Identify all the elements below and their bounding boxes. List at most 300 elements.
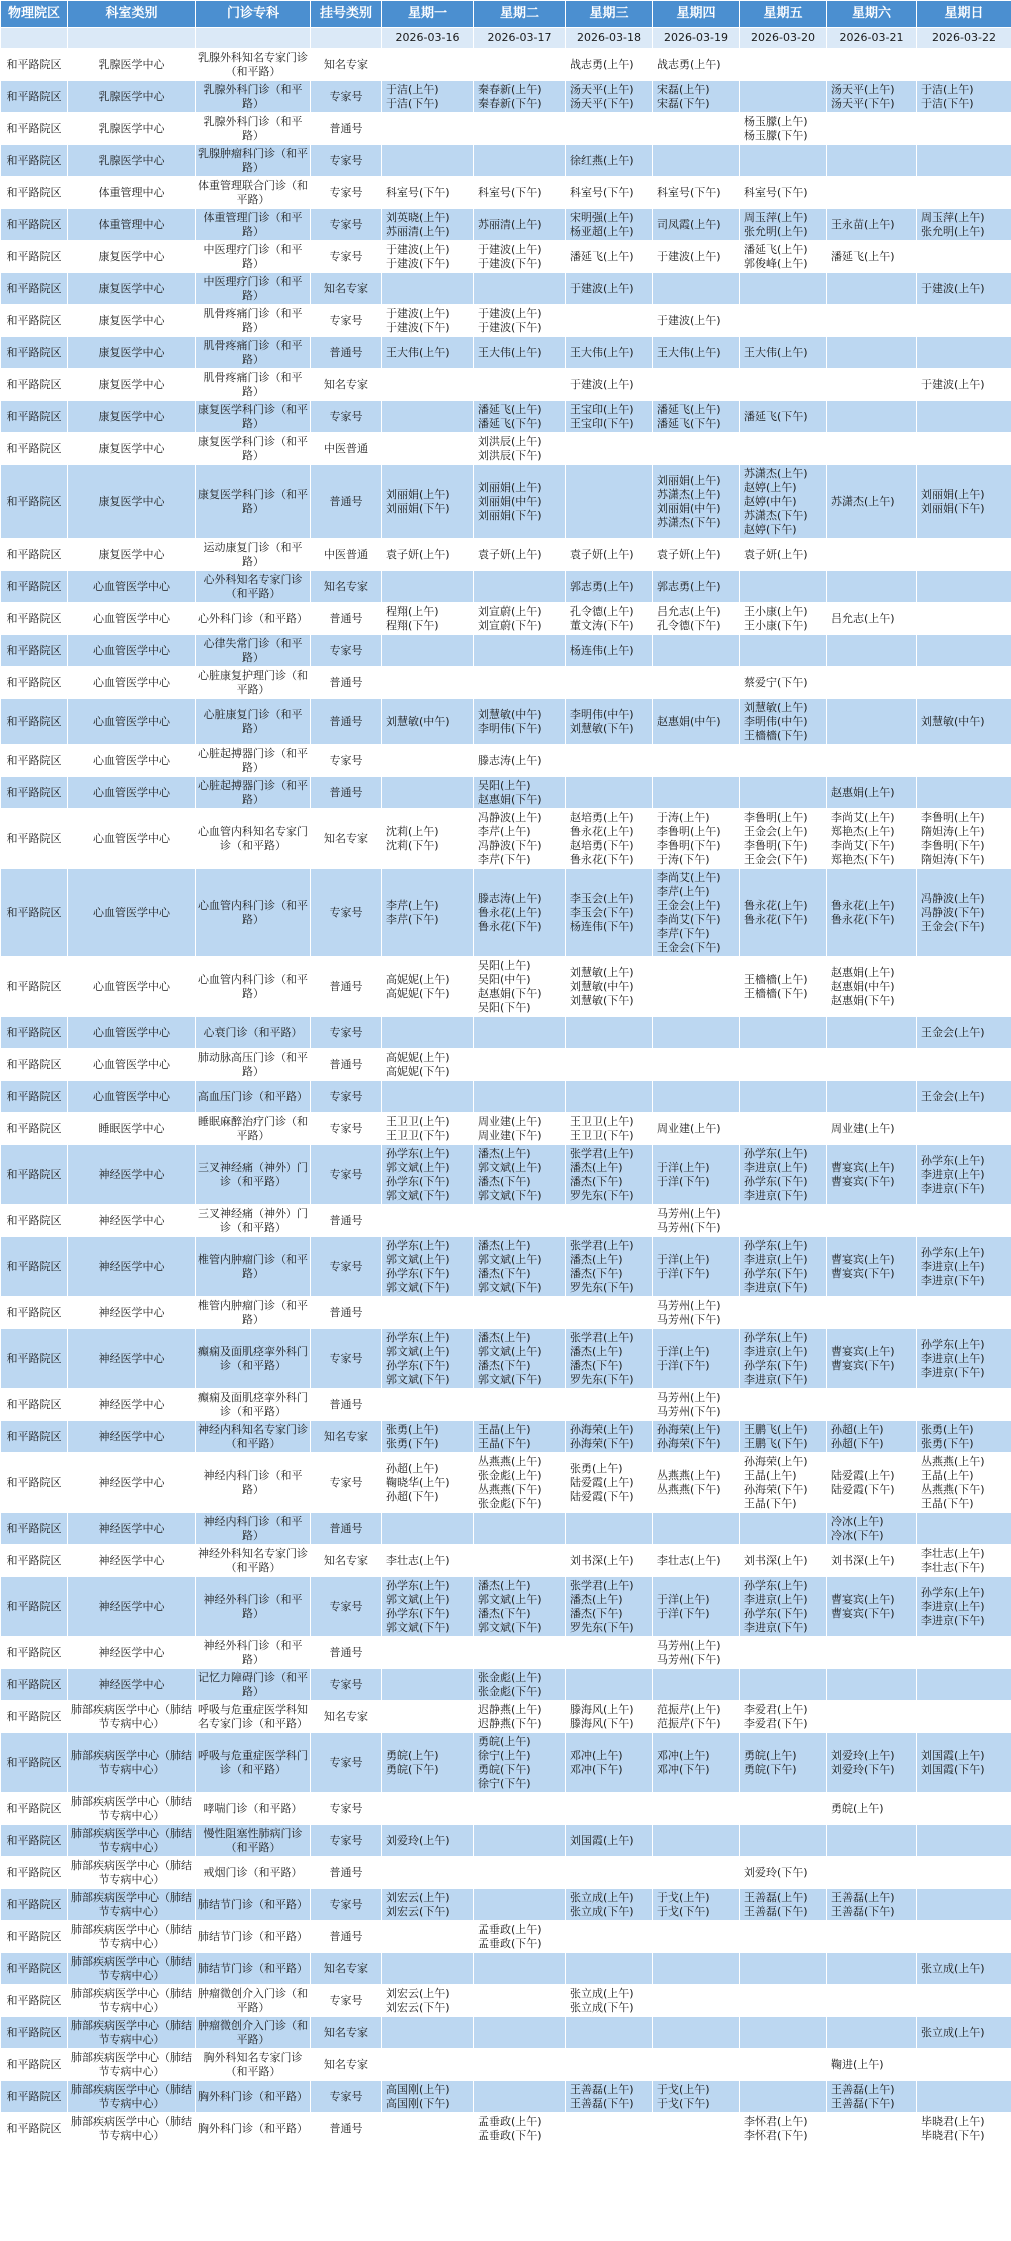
dept-cell: 心血管医学中心: [68, 1081, 196, 1113]
campus-cell: 和平路院区: [1, 1953, 68, 1985]
clinic-cell: 心脏起搏器门诊（和平路）: [196, 777, 311, 809]
reg-type-cell: 普通号: [311, 2113, 382, 2145]
reg-type-cell: 专家号: [311, 1793, 382, 1825]
clinic-cell: 肿瘤微创介入门诊（和平路）: [196, 1985, 311, 2017]
table-row: [1, 1701, 1011, 1733]
campus-cell: 和平路院区: [1, 603, 68, 635]
campus-cell: 和平路院区: [1, 2113, 68, 2145]
schedule-cell: [566, 2017, 653, 2049]
schedule-cell: [653, 635, 740, 667]
schedule-cell: [917, 177, 1011, 209]
schedule-cell: [653, 145, 740, 177]
table-row: [1, 1113, 1011, 1145]
dept-cell: 康复医学中心: [68, 539, 196, 571]
schedule-cell: [827, 1049, 917, 1081]
schedule-cell: 孙超(上午) 孙超(下午): [827, 1421, 917, 1453]
schedule-cell: 李芹(上午) 李芹(下午): [382, 869, 474, 957]
reg-type-cell: 专家号: [311, 145, 382, 177]
schedule-cell: [917, 1113, 1011, 1145]
schedule-cell: 孙学东(上午) 李进京(上午) 孙学东(下午) 李进京(下午): [740, 1329, 827, 1389]
schedule-cell: 王善磊(上午) 王善磊(下午): [740, 1889, 827, 1921]
schedule-cell: 杨连伟(上午): [566, 635, 653, 667]
schedule-cell: 袁子妍(上午): [740, 539, 827, 571]
clinic-cell: 体重管理联合门诊（和平路）: [196, 177, 311, 209]
schedule-cell: [566, 1049, 653, 1081]
schedule-cell: 丛燕燕(上午) 王晶(上午) 丛燕燕(下午) 王晶(下午): [917, 1453, 1011, 1513]
reg-type-cell: 普通号: [311, 667, 382, 699]
schedule-cell: 吴阳(上午) 吴阳(中午) 赵惠娟(下午) 吴阳(下午): [474, 957, 566, 1017]
reg-type-cell: 普通号: [311, 1389, 382, 1421]
schedule-cell: 吕允志(上午): [827, 603, 917, 635]
schedule-cell: [827, 1389, 917, 1421]
schedule-cell: [827, 1825, 917, 1857]
schedule-cell: [917, 571, 1011, 603]
clinic-cell: 乳腺外科门诊（和平路）: [196, 113, 311, 145]
clinic-cell: 肌骨疼痛门诊（和平路）: [196, 305, 311, 337]
schedule-cell: 苏丽清(上午): [474, 209, 566, 241]
table-row: [1, 177, 1011, 209]
campus-cell: 和平路院区: [1, 1453, 68, 1513]
clinic-cell: 中医理疗门诊（和平路）: [196, 273, 311, 305]
table-row: [1, 1857, 1011, 1889]
schedule-cell: 刘国霞(上午) 刘国霞(下午): [917, 1733, 1011, 1793]
schedule-cell: [382, 113, 474, 145]
clinic-cell: 乳腺外科门诊（和平路）: [196, 81, 311, 113]
table-row: [1, 145, 1011, 177]
schedule-cell: [566, 1017, 653, 1049]
schedule-cell: 孙学东(上午) 李进京(上午) 李进京(下午): [917, 1237, 1011, 1297]
schedule-cell: [566, 1513, 653, 1545]
schedule-cell: 科室号(下午): [474, 177, 566, 209]
reg-type-cell: 普通号: [311, 777, 382, 809]
schedule-cell: [566, 1793, 653, 1825]
schedule-cell: [474, 273, 566, 305]
reg-type-cell: 专家号: [311, 1453, 382, 1513]
clinic-cell: 乳腺肿瘤科门诊（和平路）: [196, 145, 311, 177]
schedule-cell: 孟垂政(上午) 孟垂政(下午): [474, 1921, 566, 1953]
reg-type-cell: 普通号: [311, 1857, 382, 1889]
schedule-cell: [474, 1081, 566, 1113]
schedule-cell: [382, 745, 474, 777]
clinic-cell: 癫痫及面肌痉挛外科门诊（和平路）: [196, 1329, 311, 1389]
schedule-cell: 王檣檣(上午) 王檣檣(下午): [740, 957, 827, 1017]
schedule-cell: 张勇(上午) 张勇(下午): [917, 1421, 1011, 1453]
reg-type-cell: 专家号: [311, 635, 382, 667]
clinic-cell: 椎管内肿瘤门诊（和平路）: [196, 1297, 311, 1329]
header-row: [1, 1, 1011, 28]
schedule-cell: 李壮志(上午): [382, 1545, 474, 1577]
table-row: [1, 2081, 1011, 2113]
schedule-cell: [474, 113, 566, 145]
schedule-cell: [827, 1985, 917, 2017]
schedule-cell: 高国刚(上午) 高国刚(下午): [382, 2081, 474, 2113]
schedule-cell: [382, 2017, 474, 2049]
schedule-cell: [566, 305, 653, 337]
schedule-cell: [740, 1637, 827, 1669]
clinic-cell: 心律失常门诊（和平路）: [196, 635, 311, 667]
reg-type-cell: 专家号: [311, 241, 382, 273]
schedule-cell: [474, 635, 566, 667]
dept-cell: 康复医学中心: [68, 273, 196, 305]
schedule-cell: [827, 145, 917, 177]
schedule-cell: 刘丽娟(上午) 刘丽娟(中午) 刘丽娟(下午): [474, 465, 566, 539]
reg-type-cell: 知名专家: [311, 1421, 382, 1453]
schedule-cell: 孙学东(上午) 李进京(上午) 李进京(下午): [917, 1577, 1011, 1637]
schedule-cell: [740, 745, 827, 777]
reg-type-cell: 普通号: [311, 1921, 382, 1953]
campus-cell: 和平路院区: [1, 401, 68, 433]
dept-cell: 乳腺医学中心: [68, 145, 196, 177]
schedule-cell: [653, 273, 740, 305]
schedule-cell: 李鲁明(上午) 隋妲涛(上午) 李鲁明(下午) 隋妲涛(下午): [917, 809, 1011, 869]
schedule-cell: [917, 1889, 1011, 1921]
campus-cell: 和平路院区: [1, 1421, 68, 1453]
schedule-cell: 刘洪辰(上午) 刘洪辰(下午): [474, 433, 566, 465]
table-row: [1, 1329, 1011, 1389]
schedule-cell: 潘杰(上午) 郭文斌(上午) 潘杰(下午) 郭文斌(下午): [474, 1577, 566, 1637]
schedule-cell: 高妮妮(上午) 高妮妮(下午): [382, 1049, 474, 1081]
schedule-cell: [917, 433, 1011, 465]
schedule-cell: 赵惠娟(上午): [827, 777, 917, 809]
schedule-cell: [740, 1825, 827, 1857]
schedule-cell: [566, 1081, 653, 1113]
reg-type-cell: 专家号: [311, 1825, 382, 1857]
schedule-cell: 刘书深(上午): [566, 1545, 653, 1577]
table-row: [1, 1577, 1011, 1637]
table-row: [1, 667, 1011, 699]
schedule-cell: [653, 1081, 740, 1113]
schedule-cell: [740, 2049, 827, 2081]
table-row: [1, 809, 1011, 869]
dept-cell: 肺部疾病医学中心（肺结节专病中心）: [68, 2113, 196, 2145]
schedule-cell: 秦春新(上午) 秦春新(下午): [474, 81, 566, 113]
dept-cell: 康复医学中心: [68, 241, 196, 273]
campus-cell: 和平路院区: [1, 209, 68, 241]
clinic-cell: 心血管内科知名专家门诊（和平路）: [196, 809, 311, 869]
schedule-cell: [653, 777, 740, 809]
schedule-cell: [653, 1921, 740, 1953]
schedule-cell: [740, 273, 827, 305]
schedule-cell: 刘丽娟(上午) 苏潇杰(上午) 刘丽娟(中午) 苏潇杰(下午): [653, 465, 740, 539]
schedule-cell: 袁子妍(上午): [382, 539, 474, 571]
schedule-cell: [474, 369, 566, 401]
schedule-cell: 滕志涛(上午): [474, 745, 566, 777]
schedule-cell: [653, 1669, 740, 1701]
reg-type-cell: 普通号: [311, 957, 382, 1017]
schedule-cell: [827, 1669, 917, 1701]
table-row: [1, 2017, 1011, 2049]
reg-type-cell: 知名专家: [311, 1701, 382, 1733]
schedule-cell: [382, 1297, 474, 1329]
schedule-cell: 滕海风(上午) 滕海风(下午): [566, 1701, 653, 1733]
table-row: [1, 2113, 1011, 2145]
schedule-cell: 孙海荣(上午) 王晶(上午) 孙海荣(下午) 王晶(下午): [740, 1453, 827, 1513]
column-header: 门诊专科: [196, 1, 311, 28]
schedule-cell: 杨玉朦(上午) 杨玉朦(下午): [740, 113, 827, 145]
campus-cell: 和平路院区: [1, 957, 68, 1017]
date-cell: 2026-03-18: [566, 28, 653, 49]
schedule-cell: [566, 1389, 653, 1421]
schedule-cell: [827, 2113, 917, 2145]
clinic-cell: 慢性阻塞性肺病门诊（和平路）: [196, 1825, 311, 1857]
schedule-cell: [566, 2113, 653, 2145]
table-row: [1, 1237, 1011, 1297]
dept-cell: 神经医学中心: [68, 1389, 196, 1421]
schedule-cell: [382, 369, 474, 401]
schedule-cell: [566, 113, 653, 145]
campus-cell: 和平路院区: [1, 1113, 68, 1145]
clinic-cell: 高血压门诊（和平路）: [196, 1081, 311, 1113]
schedule-cell: [827, 699, 917, 745]
date-cell: 2026-03-22: [917, 28, 1011, 49]
schedule-cell: 刘书深(上午): [827, 1545, 917, 1577]
schedule-cell: [917, 745, 1011, 777]
campus-cell: 和平路院区: [1, 305, 68, 337]
schedule-cell: [653, 2113, 740, 2145]
schedule-cell: 蔡爱宁(下午): [740, 667, 827, 699]
schedule-cell: 汤天平(上午) 汤天平(下午): [827, 81, 917, 113]
dept-cell: 康复医学中心: [68, 369, 196, 401]
table-row: [1, 603, 1011, 635]
schedule-cell: [740, 1985, 827, 2017]
schedule-cell: [653, 1513, 740, 1545]
table-row: [1, 1793, 1011, 1825]
campus-cell: 和平路院区: [1, 177, 68, 209]
campus-cell: 和平路院区: [1, 337, 68, 369]
schedule-cell: [827, 177, 917, 209]
clinic-cell: 哮喘门诊（和平路）: [196, 1793, 311, 1825]
schedule-cell: 王大伟(上午): [740, 337, 827, 369]
schedule-cell: 刘慧敏(中午): [917, 699, 1011, 745]
clinic-cell: 呼吸与危重症医学科门诊（和平路）: [196, 1733, 311, 1793]
schedule-cell: 王永苗(上午): [827, 209, 917, 241]
schedule-cell: 李尚艾(上午) 李芹(上午) 王金会(上午) 李尚艾(下午) 李芹(下午) 王金会(下午): [653, 869, 740, 957]
schedule-cell: [917, 337, 1011, 369]
campus-cell: 和平路院区: [1, 1921, 68, 1953]
schedule-cell: [740, 1921, 827, 1953]
campus-cell: 和平路院区: [1, 1513, 68, 1545]
schedule-cell: [740, 1669, 827, 1701]
reg-type-cell: 知名专家: [311, 49, 382, 81]
schedule-cell: 王鹏飞(上午) 王鹏飞(下午): [740, 1421, 827, 1453]
campus-cell: 和平路院区: [1, 745, 68, 777]
dept-cell: 心血管医学中心: [68, 571, 196, 603]
schedule-cell: [740, 145, 827, 177]
dept-cell: 心血管医学中心: [68, 869, 196, 957]
dept-cell: 心血管医学中心: [68, 1017, 196, 1049]
schedule-cell: 王大伟(上午): [474, 337, 566, 369]
schedule-cell: 孔令德(上午) 董文涛(下午): [566, 603, 653, 635]
column-header: 星期三: [566, 1, 653, 28]
schedule-cell: [474, 1205, 566, 1237]
campus-cell: 和平路院区: [1, 1889, 68, 1921]
schedule-cell: 勇皖(上午) 徐宁(上午) 勇皖(下午) 徐宁(下午): [474, 1733, 566, 1793]
table-row: [1, 49, 1011, 81]
schedule-cell: [382, 433, 474, 465]
campus-cell: 和平路院区: [1, 241, 68, 273]
reg-type-cell: 专家号: [311, 209, 382, 241]
schedule-cell: 苏潇杰(上午) 赵婷(上午) 赵婷(中午) 苏潇杰(下午) 赵婷(下午): [740, 465, 827, 539]
clinic-cell: 心血管内科门诊（和平路）: [196, 957, 311, 1017]
reg-type-cell: 专家号: [311, 1081, 382, 1113]
table-row: [1, 337, 1011, 369]
schedule-cell: 王善磊(上午) 王善磊(下午): [827, 2081, 917, 2113]
schedule-cell: [382, 2113, 474, 2145]
schedule-cell: [566, 745, 653, 777]
schedule-cell: 张金彪(上午) 张金彪(下午): [474, 1669, 566, 1701]
campus-cell: 和平路院区: [1, 81, 68, 113]
schedule-cell: 张立成(上午): [917, 2017, 1011, 2049]
dept-cell: 肺部疾病医学中心（肺结节专病中心）: [68, 1921, 196, 1953]
table-row: [1, 81, 1011, 113]
schedule-cell: 赵惠娟(上午) 赵惠娟(中午) 赵惠娟(下午): [827, 957, 917, 1017]
schedule-cell: 于洋(上午) 于洋(下午): [653, 1237, 740, 1297]
date-cell: 2026-03-21: [827, 28, 917, 49]
schedule-cell: 冯静波(上午) 冯静波(下午) 王金会(下午): [917, 869, 1011, 957]
dept-cell: 神经医学中心: [68, 1453, 196, 1513]
schedule-cell: [474, 1953, 566, 1985]
campus-cell: 和平路院区: [1, 2081, 68, 2113]
clinic-cell: 神经外科门诊（和平路）: [196, 1637, 311, 1669]
clinic-cell: 乳腺外科知名专家门诊（和平路）: [196, 49, 311, 81]
reg-type-cell: 专家号: [311, 1889, 382, 1921]
schedule-cell: [827, 113, 917, 145]
schedule-cell: [653, 113, 740, 145]
schedule-cell: 苏潇杰(上午): [827, 465, 917, 539]
table-row: [1, 1733, 1011, 1793]
clinic-cell: 心外科知名专家门诊（和平路）: [196, 571, 311, 603]
schedule-cell: [653, 1017, 740, 1049]
dept-cell: 康复医学中心: [68, 465, 196, 539]
schedule-cell: [740, 1081, 827, 1113]
campus-cell: 和平路院区: [1, 1793, 68, 1825]
reg-type-cell: 专家号: [311, 1733, 382, 1793]
schedule-cell: 袁子妍(上午): [566, 539, 653, 571]
schedule-cell: 李怀君(上午) 李怀君(下午): [740, 2113, 827, 2145]
schedule-cell: 刘爱玲(上午) 刘爱玲(下午): [827, 1733, 917, 1793]
schedule-cell: 宋磊(上午) 宋磊(下午): [653, 81, 740, 113]
schedule-cell: 鞠进(上午): [827, 2049, 917, 2081]
clinic-cell: 胸外科门诊（和平路）: [196, 2081, 311, 2113]
reg-type-cell: 知名专家: [311, 1545, 382, 1577]
table-row: [1, 1637, 1011, 1669]
table-row: [1, 777, 1011, 809]
campus-cell: 和平路院区: [1, 1297, 68, 1329]
schedule-cell: [827, 433, 917, 465]
campus-cell: 和平路院区: [1, 1389, 68, 1421]
schedule-cell: 孙学东(上午) 郭文斌(上午) 孙学东(下午) 郭文斌(下午): [382, 1145, 474, 1205]
table-row: [1, 1205, 1011, 1237]
schedule-cell: [827, 635, 917, 667]
schedule-cell: 陆爱霞(上午) 陆爱霞(下午): [827, 1453, 917, 1513]
schedule-cell: 王卫卫(上午) 王卫卫(下午): [382, 1113, 474, 1145]
schedule-cell: [827, 49, 917, 81]
schedule-cell: 张勇(上午) 陆爱霞(上午) 陆爱霞(下午): [566, 1453, 653, 1513]
schedule-cell: 于戈(上午) 于戈(下午): [653, 1889, 740, 1921]
reg-type-cell: 普通号: [311, 699, 382, 745]
schedule-cell: [653, 369, 740, 401]
dept-cell: 肺部疾病医学中心（肺结节专病中心）: [68, 1825, 196, 1857]
schedule-cell: 毕晓君(上午) 毕晓君(下午): [917, 2113, 1011, 2145]
campus-cell: 和平路院区: [1, 1145, 68, 1205]
schedule-cell: [382, 1205, 474, 1237]
reg-type-cell: 普通号: [311, 113, 382, 145]
schedule-cell: [740, 1793, 827, 1825]
schedule-cell: [653, 1953, 740, 1985]
campus-cell: 和平路院区: [1, 1985, 68, 2017]
clinic-cell: 三叉神经痛（神外）门诊（和平路）: [196, 1205, 311, 1237]
schedule-cell: [917, 667, 1011, 699]
reg-type-cell: 专家号: [311, 1985, 382, 2017]
schedule-cell: [382, 1921, 474, 1953]
dept-cell: 心血管医学中心: [68, 957, 196, 1017]
schedule-cell: 袁子妍(上午): [474, 539, 566, 571]
schedule-cell: [566, 1637, 653, 1669]
schedule-cell: 于建波(上午): [566, 369, 653, 401]
schedule-cell: [653, 1825, 740, 1857]
campus-cell: 和平路院区: [1, 2017, 68, 2049]
table-row: [1, 273, 1011, 305]
dept-cell: 神经医学中心: [68, 1545, 196, 1577]
clinic-cell: 记忆力障碍门诊（和平路）: [196, 1669, 311, 1701]
schedule-cell: [653, 745, 740, 777]
schedule-cell: [917, 603, 1011, 635]
reg-type-cell: 普通号: [311, 465, 382, 539]
dept-cell: 心血管医学中心: [68, 1049, 196, 1081]
schedule-cell: [653, 1857, 740, 1889]
schedule-cell: [740, 369, 827, 401]
campus-cell: 和平路院区: [1, 369, 68, 401]
schedule-cell: 潘延飞(上午): [566, 241, 653, 273]
clinic-cell: 中医理疗门诊（和平路）: [196, 241, 311, 273]
date-spacer: [196, 28, 311, 49]
schedule-cell: [474, 571, 566, 603]
dept-cell: 肺部疾病医学中心（肺结节专病中心）: [68, 2081, 196, 2113]
schedule-cell: 于涛(上午) 李鲁明(上午) 李鲁明(下午) 于涛(下午): [653, 809, 740, 869]
schedule-cell: [827, 2017, 917, 2049]
schedule-cell: [566, 1205, 653, 1237]
dept-cell: 肺部疾病医学中心（肺结节专病中心）: [68, 1857, 196, 1889]
schedule-cell: [827, 1921, 917, 1953]
reg-type-cell: 专家号: [311, 1017, 382, 1049]
reg-type-cell: 普通号: [311, 1297, 382, 1329]
schedule-cell: 王金会(上午): [917, 1081, 1011, 1113]
clinic-cell: 运动康复门诊（和平路）: [196, 539, 311, 571]
schedule-cell: [827, 401, 917, 433]
schedule-cell: [917, 401, 1011, 433]
schedule-cell: 于洋(上午) 于洋(下午): [653, 1577, 740, 1637]
schedule-cell: 王小康(上午) 王小康(下午): [740, 603, 827, 635]
schedule-cell: 马芳州(上午) 马芳州(下午): [653, 1297, 740, 1329]
schedule-cell: 勇皖(上午) 勇皖(下午): [382, 1733, 474, 1793]
schedule-cell: [653, 2017, 740, 2049]
table-row: [1, 1081, 1011, 1113]
schedule-cell: [653, 667, 740, 699]
schedule-cell: 王卫卫(上午) 王卫卫(下午): [566, 1113, 653, 1145]
table-row: [1, 869, 1011, 957]
schedule-cell: 丛燕燕(上午) 丛燕燕(下午): [653, 1453, 740, 1513]
schedule-cell: 于建波(上午) 于建波(下午): [382, 305, 474, 337]
schedule-cell: [917, 1513, 1011, 1545]
schedule-cell: [827, 1857, 917, 1889]
reg-type-cell: 普通号: [311, 1205, 382, 1237]
schedule-cell: [827, 745, 917, 777]
campus-cell: 和平路院区: [1, 465, 68, 539]
dept-cell: 心血管医学中心: [68, 699, 196, 745]
schedule-cell: [566, 465, 653, 539]
table-row: [1, 1145, 1011, 1205]
schedule-cell: 孙学东(上午) 郭文斌(上午) 孙学东(下午) 郭文斌(下午): [382, 1237, 474, 1297]
